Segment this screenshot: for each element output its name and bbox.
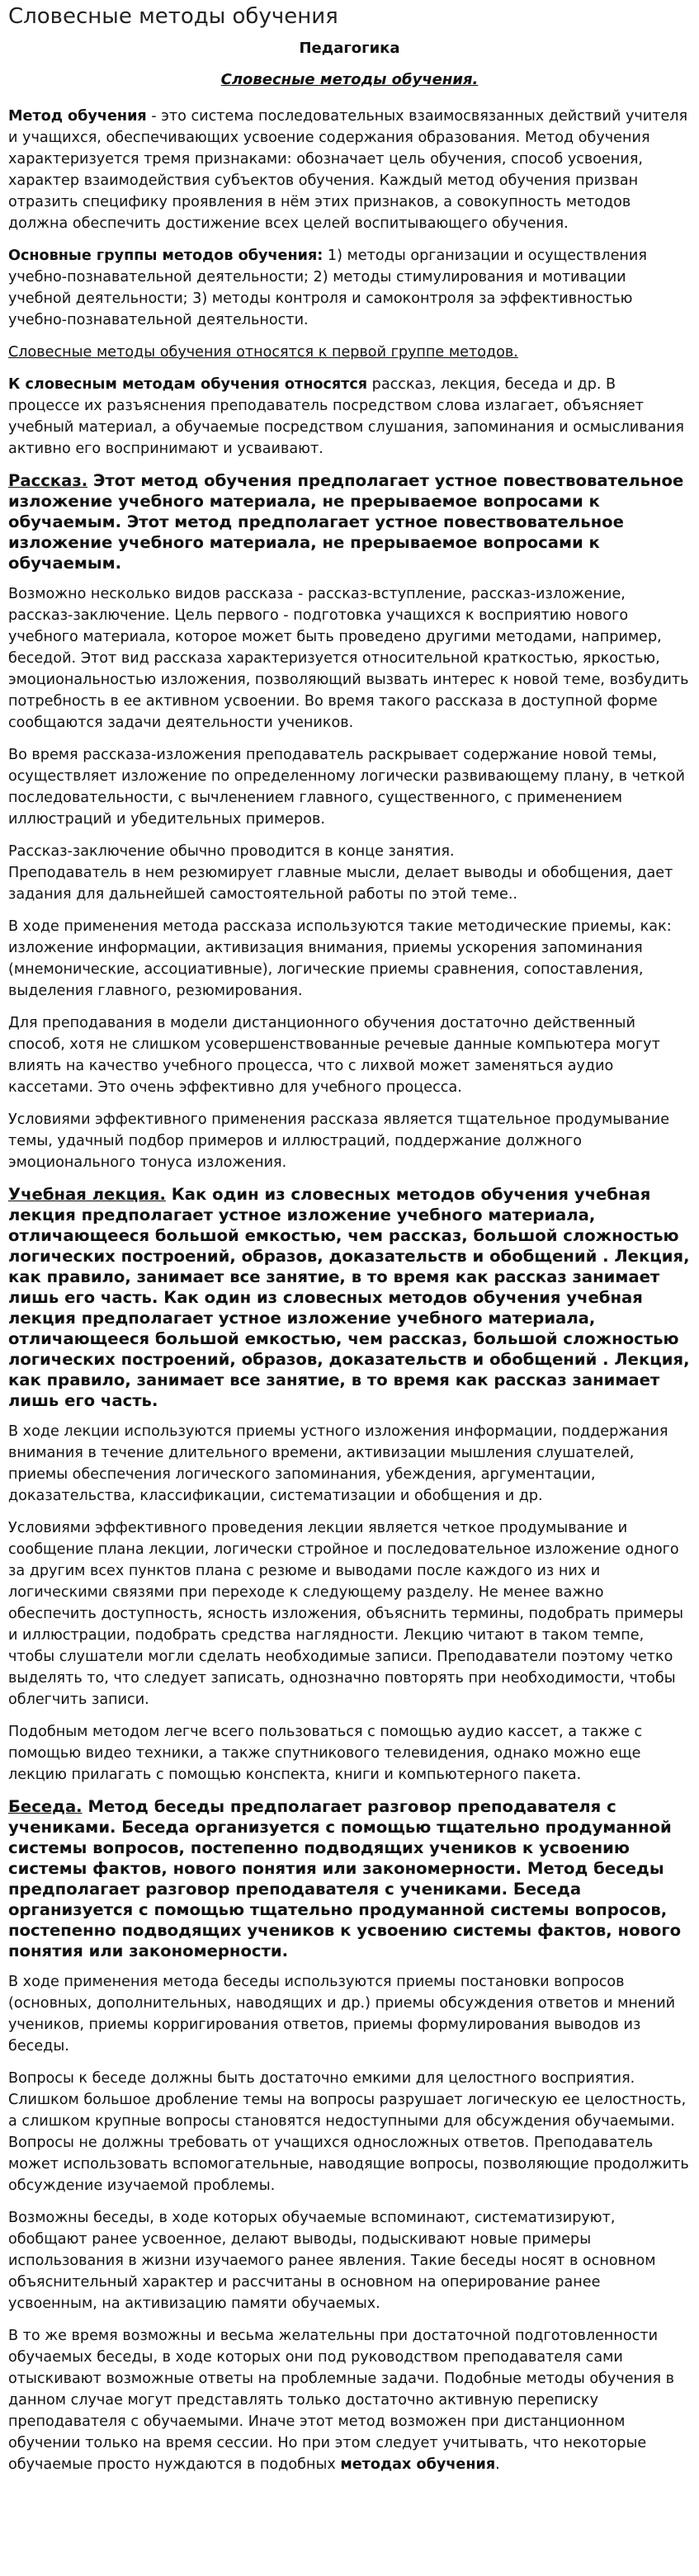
section-heading: Беседа.	[8, 1797, 83, 1816]
paragraph-line: Преподаватель в нем резюмирует главные мысли, делает выводы и обобщения, дает задания для дальнейшей самостоятельной работы по этой теме..	[8, 865, 673, 903]
section-lecture	[8, 1184, 691, 1411]
paragraph-story-types: Возможно несколько видов рассказа - рассказ-вступление, рассказ-изложение, рассказ-заключение. Цель первого - подготовка учащихся к восприятию нового учебного материала, которое может быть проведено другими методами, например, беседой. Этот вид рассказа характеризуется относительной краткостью, яркостью, эмоциональностью изложения, позволяющий вызвать интерес к новой теме, возбудить потребность в ее активном усвоении. Во время такого рассказа в доступной форме сообщаются задачи деятельности учеников.	[8, 586, 689, 731]
paragraph-conversation-techniques: В ходе применения метода беседы используются приемы постановки вопросов (основных, дополнительных, наводящих и др.) приемы обсуждения ответов и мнений учеников, приемы корригирования ответов, приемы формулирования выводов из беседы.	[8, 1974, 676, 2055]
paragraph-end: .	[495, 2456, 500, 2473]
paragraph-method-definition	[8, 106, 691, 234]
section-conversation	[8, 1796, 691, 1961]
paragraph-lecture-techniques: В ходе лекции используются приемы устного изложения информации, поддержания внимания в течение длительного времени, активизации мышления слушателей, приемы обеспечения логического запоминания, убеждения, аргументации, доказательства, классификации, систематизации и обобщения и др.	[8, 1423, 668, 1504]
category-label: Педагогика	[299, 40, 400, 57]
lead-term: К словесным методам обучения относятся	[8, 376, 368, 393]
paragraph-story-distance: Для преподавания в модели дистанционного обучения достаточно действенный способ, хотя не слишком усовершенствованные речевые данные компьютера могут влиять на качество учебного процесса, что с лихвой может заменяться аудио кассетами. Это очень эффективно для учебного процесса.	[8, 1015, 660, 1096]
emphasis-text: методах обучения	[340, 2456, 496, 2473]
paragraph-story-exposition: Во время рассказа-изложения преподаватель раскрывает содержание новой темы, осуществляет изложение по определенному логически развивающему плану, в четкой последовательности, с вычленением главного, существенного, с применением иллюстраций и убедительных примеров.	[8, 747, 685, 828]
paragraph-first-group	[8, 342, 691, 363]
paragraph-lecture-conditions: Условиями эффективного проведения лекции является четкое продумывание и сообщение плана лекции, логически стройное и последовательное изложение одного за другим всех пунктов плана с резюме и выводами после каждого из них и логическими связями при переходе к следующему разделу. Не менее важно обеспечить доступность, ясность изложения, объяснить термины, подобрать примеры и иллюстрации, подобрать средства наглядности. Лекцию читают в таком темпе, чтобы слушатели могли сделать необходимые записи. Преподаватели поэтому четко выделять то, что следует записать, однозначно повторять при необходимости, чтобы облегчить записи.	[8, 1520, 684, 1708]
paragraph-story-conclusion	[8, 841, 691, 905]
article-subtitle: Словесные методы обучения.	[220, 71, 479, 88]
paragraph-conversation-review: Возможны беседы, в ходе которых обучаемые вспоминают, систематизируют, обобщают ранее усвоенное, делают выводы, подыскивают новые примеры использования в жизни изучаемого ранее явления. Такие беседы носят в основном объяснительный характер и рассчитаны в основном на оперирование ранее усвоенным, на активизацию памяти обучаемых.	[8, 2210, 656, 2312]
section-text: Этот метод обучения предполагает устное повествовательное изложение учебного материала, не прерываемое вопросами к обучаемым. Этот метод предполагает устное повествовательное изложение учебного материала, не прерываемое вопросами к обучаемым.	[8, 471, 684, 573]
paragraph-story-conditions: Условиями эффективного применения рассказа является тщательное продумывание темы, удачный подбор примеров и иллюстраций, поддержание должного эмоционального тонуса изложения.	[8, 1111, 670, 1171]
page-title: Словесные методы обучения	[8, 4, 338, 29]
paragraph-text: - это система последовательных взаимосвязанных действий учителя и учащихся, обеспечивающих усвоение содержания образования. Метод обучения характеризуется тремя признаками: обозначает цель обучения, способ усвоения, характер взаимодействия субъектов обучения. Каждый метод обучения призван отразить специфику проявления в нём этих признаков, а совокупность методов должна обеспечить достижение всех целей воспитывающего обучения.	[8, 108, 688, 232]
lead-term: Метод обучения	[8, 108, 147, 125]
paragraph-text: рассказ, лекция, беседа и др. В процессе их разъяснения преподаватель посредством слова излагает, объясняет учебный материал, а обучаемые посредством слушания, запоминания и осмысливания активно его воспринимают и усваивают.	[8, 376, 684, 457]
paragraph-line: Рассказ-заключение обычно проводится в конце занятия.	[8, 843, 455, 860]
section-text: Как один из словесных методов обучения учебная лекция предполагает устное изложение учебного материала, отличающееся большой емкостью, чем рассказ, большой сложностью логических построений, образов, доказательств и обобщений . Лекция, как правило, занимает все занятие, в то время как рассказ занимает лишь его часть. Как один из словесных методов обучения учебная лекция предполагает устное изложение учебного материала, отличающееся большой емкостью, чем рассказ, большой сложностью логических построений, образов, доказательств и обобщений . Лекция, как правило, занимает все занятие, в то время как рассказ занимает лишь его часть.	[8, 1185, 690, 1410]
paragraph-text: 1) методы организации и осуществления учебно-познавательной деятельности; 2) методы стимулирования и мотивации учебной деятельности; 3) методы контроля и самоконтроля за эффективностью учебно-познавательной деятельности.	[8, 248, 647, 328]
lead-term: Основные группы методов обучения:	[8, 248, 324, 264]
section-story	[8, 470, 691, 573]
paragraph-verbal-methods	[8, 374, 691, 460]
paragraph-story-techniques: В ходе применения метода рассказа используются такие методические приемы, как: изложение информации, активизация внимания, приемы ускорения запоминания (мнемонические, ассоциативные), логические приемы сравнения, сопоставления, выделения главного, резюмирования.	[8, 918, 672, 999]
section-heading: Рассказ.	[8, 471, 88, 490]
paragraph-conversation-questions: Вопросы к беседе должны быть достаточно емкими для целостного восприятия. Слишком большое дробление темы на вопросы разрушает логическую ее целостность, а слишком крупные вопросы становятся недоступными для обсуждения обучаемыми. Вопросы не должны требовать от учащихся односложных ответов. Преподаватель может использовать вспомогательные, наводящие вопросы, позволяющие продолжить обсуждение изучаемой проблемы.	[8, 2070, 689, 2194]
paragraph-text: В то же время возможны и весьма желательны при достаточной подготовленности обучаемых беседы, в ходе которых они под руководством преподавателя сами отыскивают возможные ответы на проблемные задачи. Подобные методы обучения в данном случае могут представлять только достаточно активную переписку преподавателя с обучаемыми. Иначе этот метод возможен при дистанционном обучении только на время сессии. Но при этом следует учитывать, что некоторые обучаемые просто нуждаются в подобных	[8, 2328, 675, 2473]
paragraph-lecture-media: Подобным методом легче всего пользоваться с помощью аудио кассет, а также с помощью видео техники, а также спутникового телевидения, однако можно еще лекцию прилагать с помощью конспекта, книги и компьютерного пакета.	[8, 1724, 643, 1783]
underlined-text: Словесные методы обучения относятся к первой группе методов.	[8, 344, 518, 361]
paragraph-conversation-problem	[8, 2325, 691, 2475]
section-text: Метод беседы предполагает разговор преподавателя с учениками. Беседа организуется с помощью тщательно продуманной системы вопросов, постепенно подводящих учеников к усвоению системы фактов, нового понятия или закономерности. Метод беседы предполагает разговор преподавателя с учениками. Беседа организуется с помощью тщательно продуманной системы вопросов, постепенно подводящих учеников к усвоению системы фактов, нового понятия или закономерности.	[8, 1797, 682, 1960]
paragraph-method-groups	[8, 245, 691, 331]
section-heading: Учебная лекция.	[8, 1185, 166, 1204]
